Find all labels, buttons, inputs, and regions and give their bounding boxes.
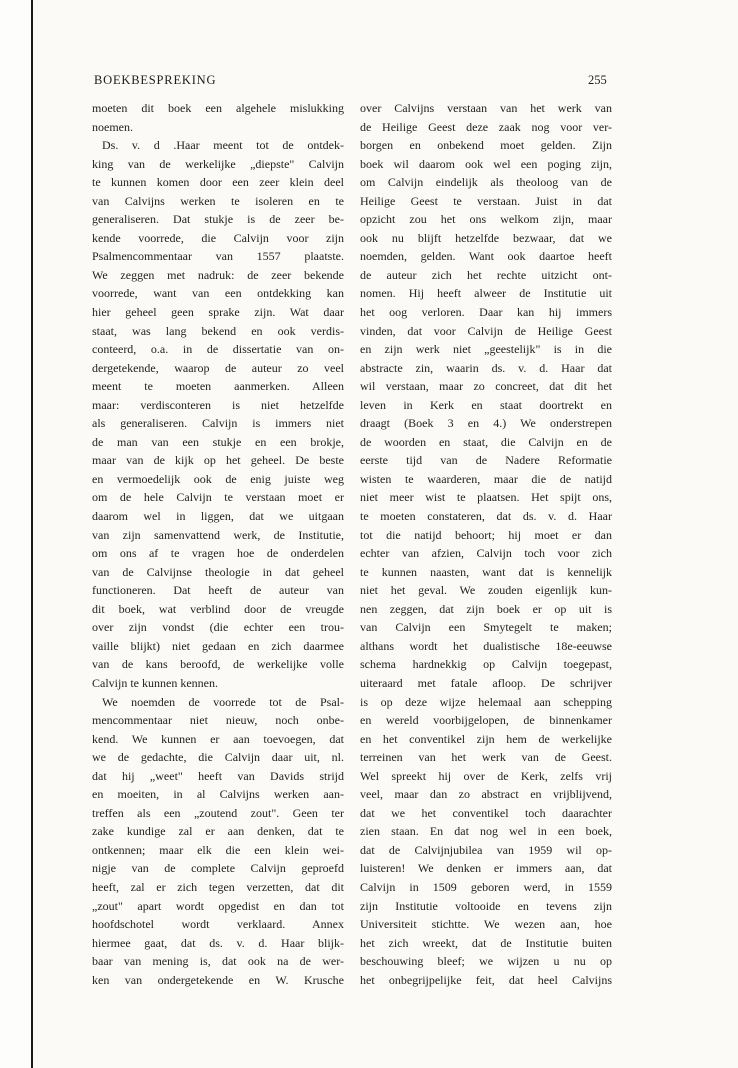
text-line: hier geheel geen sprake zijn. Wat daar	[92, 305, 344, 320]
text-line: Ds. v. d .Haar meent tot de ontdek-	[102, 138, 344, 153]
text-line: veel, maar dan zo abstract en vrijblijvend,	[360, 787, 612, 802]
text-line: van Calvijns werken te isoleren en te	[92, 193, 344, 208]
text-line: meent te moeten aanmerken. Alleen	[92, 379, 344, 394]
text-line: om ons af te vragen hoe de onderdelen	[92, 546, 344, 561]
text-line: We noemden de voorrede tot de Psal-	[102, 694, 344, 709]
text-line: vaille blijkt) niet gedaan en zich daarmee	[92, 638, 344, 653]
text-line: nen zeggen, dat zijn boek er op uit is	[360, 601, 612, 616]
text-line: dit boek, wat verblind door de vreugde	[92, 601, 344, 616]
text-line: heeft, zal er zich tegen verzetten, dat dit	[92, 879, 344, 894]
text-line: dergetekende, waarop de auteur zo veel	[92, 360, 344, 375]
text-line: voorrede, want van een ontdekking kan	[92, 286, 344, 301]
text-line: de woorden en staat, die Calvijn en de	[360, 434, 612, 449]
text-line: niet meer wist te plaatsen. Het spijt ons,	[360, 490, 612, 505]
text-line: en vermoedelijk ook de enig juiste weg	[92, 471, 344, 486]
text-line: schema hardnekkig op Calvijn toegepast,	[360, 657, 612, 672]
text-line: ook nu blijft hetzelfde bezwaar, dat we	[360, 230, 612, 245]
text-line: luisteren! We denken er immers aan, dat	[360, 861, 612, 876]
text-line: en het conventikel zijn hem de werkelijke	[360, 731, 612, 746]
text-line: niet het geval. We zouden eigenlijk kun-	[360, 583, 612, 598]
text-line: Universiteit stichtte. We wezen aan, hoe	[360, 917, 612, 932]
text-line: van Calvijn een Smytegelt te maken;	[360, 620, 612, 635]
left-text-column	[92, 99, 344, 989]
text-line: generaliseren. Dat stukje is de zeer be-	[92, 212, 344, 227]
text-line: en moeiten, in al Calvijns werken aan-	[92, 787, 344, 802]
text-line: zijn Institutie voltooide en tevens zijn	[360, 898, 612, 913]
text-line: zake kundige zal er aan denken, dat te	[92, 824, 344, 839]
text-line: draagt (Boek 3 en 4.) We onderstrepen	[360, 416, 612, 431]
text-line: dat de Calvijnjubilea van 1959 wil op-	[360, 842, 612, 857]
text-line: nigje van de complete Calvijn geproefd	[92, 861, 344, 876]
text-line: eerste tijd van de Nadere Reformatie	[360, 453, 612, 468]
text-line: terreinen van het werk van de Geest.	[360, 750, 612, 765]
text-line: is op deze wijze helemaal aan schepping	[360, 694, 612, 709]
running-header-title: BOEKBESPREKING	[94, 73, 217, 87]
text-line: Calvijn in 1509 geboren werd, in 1559	[360, 879, 612, 894]
text-line: hoofdschotel wordt verklaard. Annex	[92, 917, 344, 932]
text-line: nomen. Hij heeft alweer de Institutie uit	[360, 286, 612, 301]
text-line: abstracte zin, waarin ds. v. d. Haar dat	[360, 360, 612, 375]
text-line: Calvijn te kunnen kennen.	[92, 675, 218, 690]
text-line: echter van afzien, Calvijn toch voor zich	[360, 546, 612, 561]
page-number: 255	[588, 73, 607, 87]
text-line: hiermee gaat, dat ds. v. d. Haar blijk-	[92, 935, 344, 950]
text-line: leven in Kerk en staat doortrekt en	[360, 397, 612, 412]
text-line: te moeten constateren, dat ds. v. d. Haar	[360, 509, 612, 524]
text-line: het onbegrijpelijke feit, dat heel Calvijns	[360, 972, 612, 987]
text-line: althans wordt het dualistische 18e-eeuwse	[360, 638, 612, 653]
text-line: mencommentaar niet nieuw, noch onbe-	[92, 713, 344, 728]
text-line: Wel spreekt hij over de Kerk, zelfs vrij	[360, 768, 612, 783]
text-line: het oog verloren. Daar kan hij immers	[360, 305, 612, 320]
text-line: van de Calvijnse theologie in dat geheel	[92, 564, 344, 579]
text-line: tot die natijd behoort; hij moet er dan	[360, 527, 612, 542]
text-line: vinden, dat voor Calvijn de Heilige Geest	[360, 323, 612, 338]
text-line: kend. We kunnen er aan toevoegen, dat	[92, 731, 344, 746]
text-line: van zijn samenvattend werk, de Institutie,	[92, 527, 344, 542]
text-line: de Heilige Geest deze zaak nog voor ver-	[360, 119, 612, 134]
text-line: staat, was lang bekend en ook verdis-	[92, 323, 344, 338]
text-line: wil verstaan, maar zo concreet, dat dit het	[360, 379, 612, 394]
text-line: noemden, gelden. Want ook daartoe heeft	[360, 249, 612, 264]
text-line: om Calvijn eindelijk als theoloog van de	[360, 175, 612, 190]
text-line: boek wil daarom ook wel een poging zijn,	[360, 156, 612, 171]
text-line: conteerd, o.a. in de dissertatie van on-	[92, 342, 344, 357]
text-line: dat hij „weet" heeft van Davids strijd	[92, 768, 344, 783]
text-line: zien staan. En dat nog wel in een boek,	[360, 824, 612, 839]
text-line: beschouwing bleef; we wijzen u nu op	[360, 954, 612, 969]
text-line: daarom wel in liggen, dat we uitgaan	[92, 509, 344, 524]
text-line: uiteraard met fatale afloop. De schrijver	[360, 675, 612, 690]
text-line: moeten dit boek een algehele mislukking	[92, 101, 344, 115]
text-line: treffen als een „zoutend zout". Geen ter	[92, 805, 344, 820]
text-line: van de kans beroofd, de werkelijke volle	[92, 657, 344, 672]
text-line: Psalmencommentaar van 1557 plaatste.	[92, 249, 344, 264]
text-line: over zijn vondst (die echter een trou-	[92, 620, 344, 635]
text-line: borgen en onbekend moet gelden. Zijn	[360, 138, 612, 153]
text-line: dat we het conventikel toch daarachter	[360, 805, 612, 820]
text-line: opzicht zou het ons welkom zijn, maar	[360, 212, 612, 227]
text-line: over Calvijns verstaan van het werk van	[360, 101, 612, 115]
text-line: „zout" apart wordt opgedist en dan tot	[92, 898, 344, 913]
text-line: als generaliseren. Calvijn is immers niet	[92, 416, 344, 431]
text-line: noemen.	[92, 119, 133, 134]
text-line: de man van een stukje en een brokje,	[92, 434, 344, 449]
text-line: te kunnen komen door een zeer klein deel	[92, 175, 344, 190]
text-line: en zijn werk niet „geestelijk" is in die	[360, 342, 612, 357]
text-line: We zeggen met nadruk: de zeer bekende	[92, 267, 344, 282]
text-line: we de gedachte, die Calvijn daar uit, nl.	[92, 750, 344, 765]
text-line: de auteur zich het rechte uitzicht ont-	[360, 267, 612, 282]
text-line: kende voorrede, die Calvijn voor zijn	[92, 230, 344, 245]
text-line: om de hele Calvijn te verstaan moet er	[92, 490, 344, 505]
text-line: te kunnen naasten, want dat is kennelijk	[360, 564, 612, 579]
text-line: Heilige Geest te verstaan. Juist in dat	[360, 193, 612, 208]
right-text-column	[360, 99, 612, 989]
text-line: ontkennen; maar elk die een klein wei-	[92, 842, 344, 857]
text-line: maar: verdisconteren is niet hetzelfde	[92, 397, 344, 412]
text-line: het zich wreekt, dat de Institutie buiten	[360, 935, 612, 950]
text-line: wisten te waarderen, maar die de natijd	[360, 471, 612, 486]
text-line: en wereld voorbijgelopen, de binnenkamer	[360, 713, 612, 728]
text-line: baar van mening is, dat ook na de wer-	[92, 954, 344, 969]
text-line: functioneren. Dat heeft de auteur van	[92, 583, 344, 598]
text-line: ken van ondergetekende en W. Krusche	[92, 972, 344, 987]
text-line: king van de werkelijke „diepste" Calvijn	[92, 156, 344, 171]
text-line: maar van de kijk op het geheel. De beste	[92, 453, 344, 468]
